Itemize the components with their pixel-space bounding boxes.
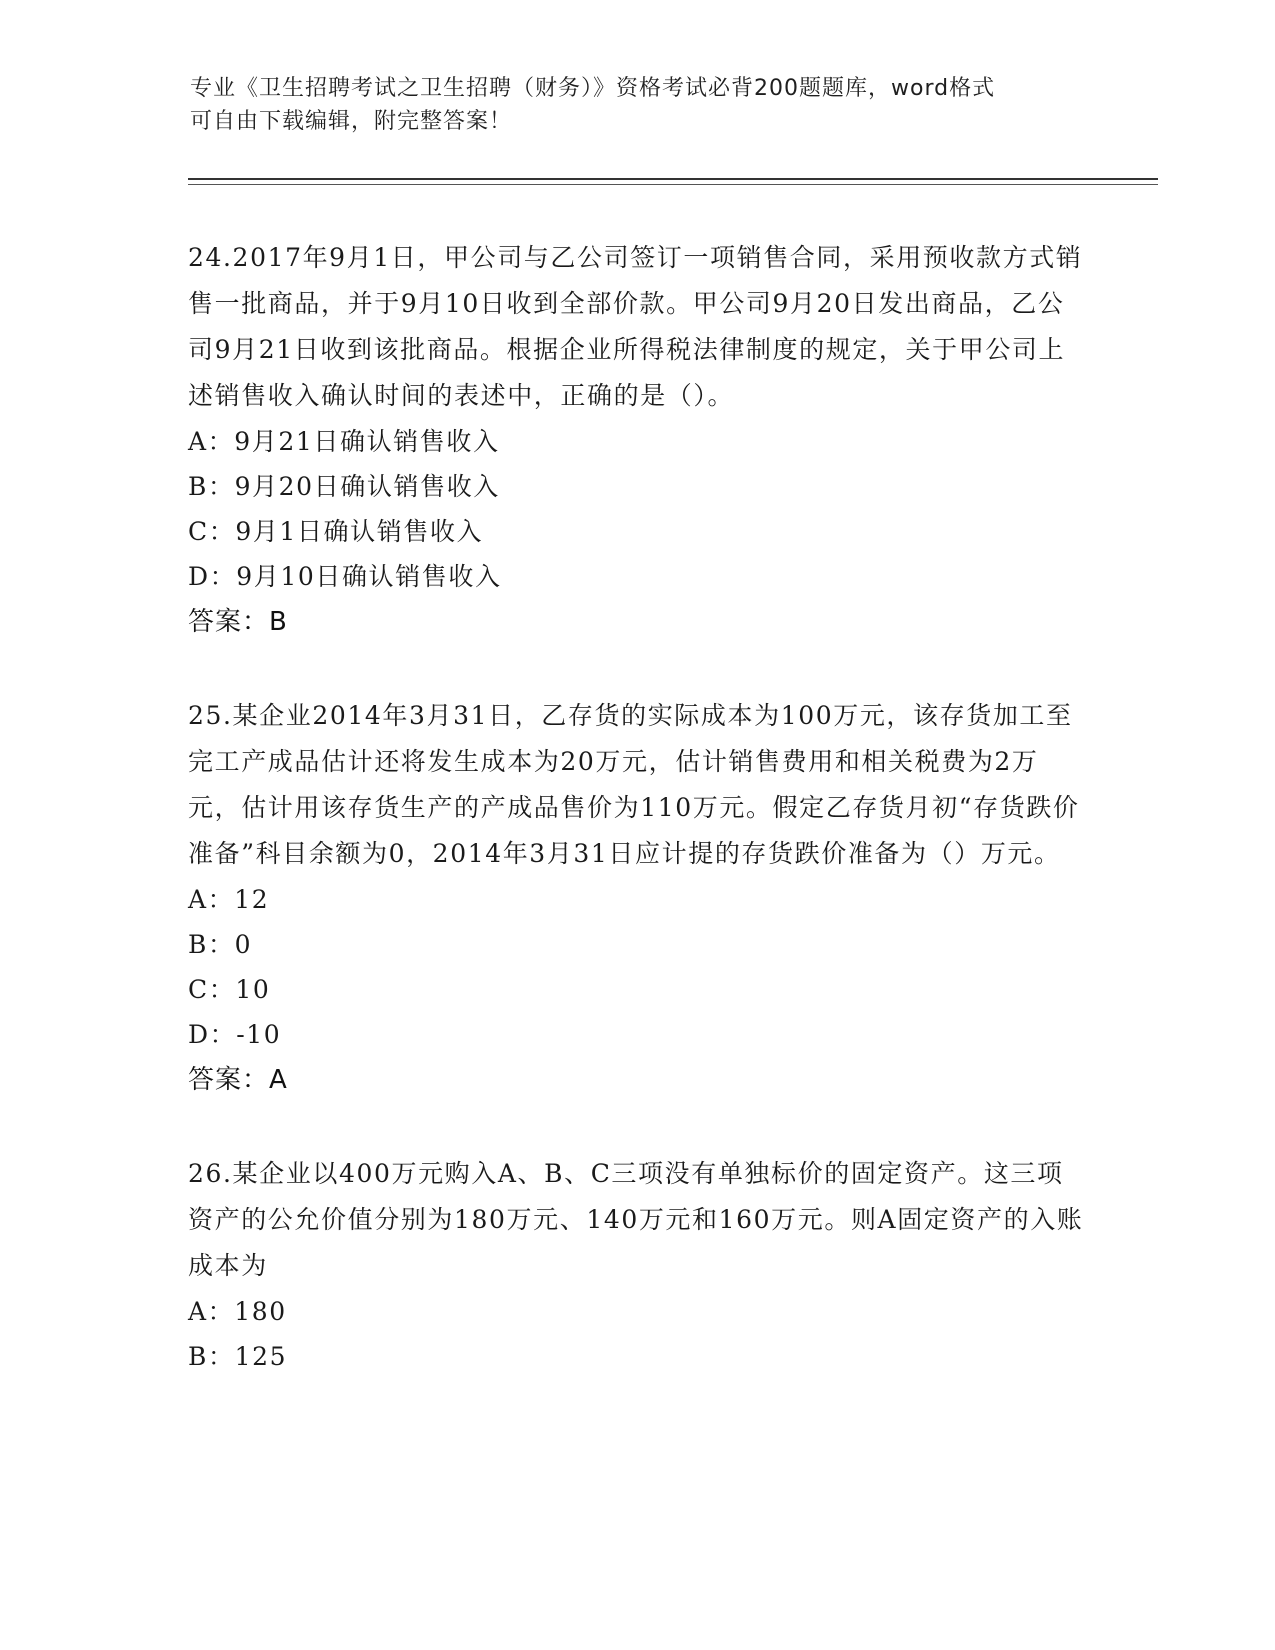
option-list bbox=[188, 419, 1088, 599]
header-line-1: 专业《卫生招聘考试之卫生招聘（财务）》资格考试必背200题题库，word格式 bbox=[190, 76, 996, 101]
header-divider-thin bbox=[188, 184, 1158, 185]
option-list bbox=[188, 877, 1088, 1057]
option-b: B：9月20日确认销售收入 bbox=[188, 472, 500, 501]
option-c: C：9月1日确认销售收入 bbox=[188, 517, 484, 546]
header-divider-thick bbox=[188, 178, 1158, 180]
question-24 bbox=[188, 235, 1088, 645]
option-b: B：0 bbox=[188, 930, 253, 959]
answer-key: 答案：B bbox=[188, 607, 288, 637]
option-a: A：12 bbox=[188, 885, 270, 914]
option-a: A：9月21日确认销售收入 bbox=[188, 427, 500, 456]
option-a: A：180 bbox=[188, 1297, 287, 1326]
question-25 bbox=[188, 693, 1088, 1103]
question-list bbox=[188, 235, 1088, 1427]
option-d: D：9月10日确认销售收入 bbox=[188, 562, 502, 591]
question-stem: 25.某企业2014年3月31日，乙存货的实际成本为100万元，该存货加工至完工产成品估计还将发生成本为20万元，估计销售费用和相关税费为2万元，估计用该存货生产的产成品售价为110万元。假定乙存货月初“存货跌价准备”科目余额为0，2014年3月31日应计提的存货跌价准备为（）万元。 bbox=[188, 701, 1080, 868]
question-stem: 26.某企业以400万元购入A、B、C三项没有单独标价的固定资产。这三项资产的公允价值分别为180万元、140万元和160万元。则A固定资产的入账成本为 bbox=[188, 1159, 1084, 1280]
header-line-2: 可自由下载编辑，附完整答案！ bbox=[190, 109, 513, 134]
question-stem: 24.2017年9月1日，甲公司与乙公司签订一项销售合同，采用预收款方式销售一批商品，并于9月10日收到全部价款。甲公司9月20日发出商品，乙公司9月21日收到该批商品。根据企业所得税法律制度的规定，关于甲公司上述销售收入确认时间的表述中，正确的是（）。 bbox=[188, 243, 1083, 410]
question-26 bbox=[188, 1151, 1088, 1379]
option-b: B：125 bbox=[188, 1342, 288, 1371]
option-c: C：10 bbox=[188, 975, 271, 1004]
option-d: D：-10 bbox=[188, 1020, 282, 1049]
document-header bbox=[190, 72, 1090, 138]
option-list bbox=[188, 1289, 1088, 1379]
answer-key: 答案：A bbox=[188, 1065, 288, 1095]
